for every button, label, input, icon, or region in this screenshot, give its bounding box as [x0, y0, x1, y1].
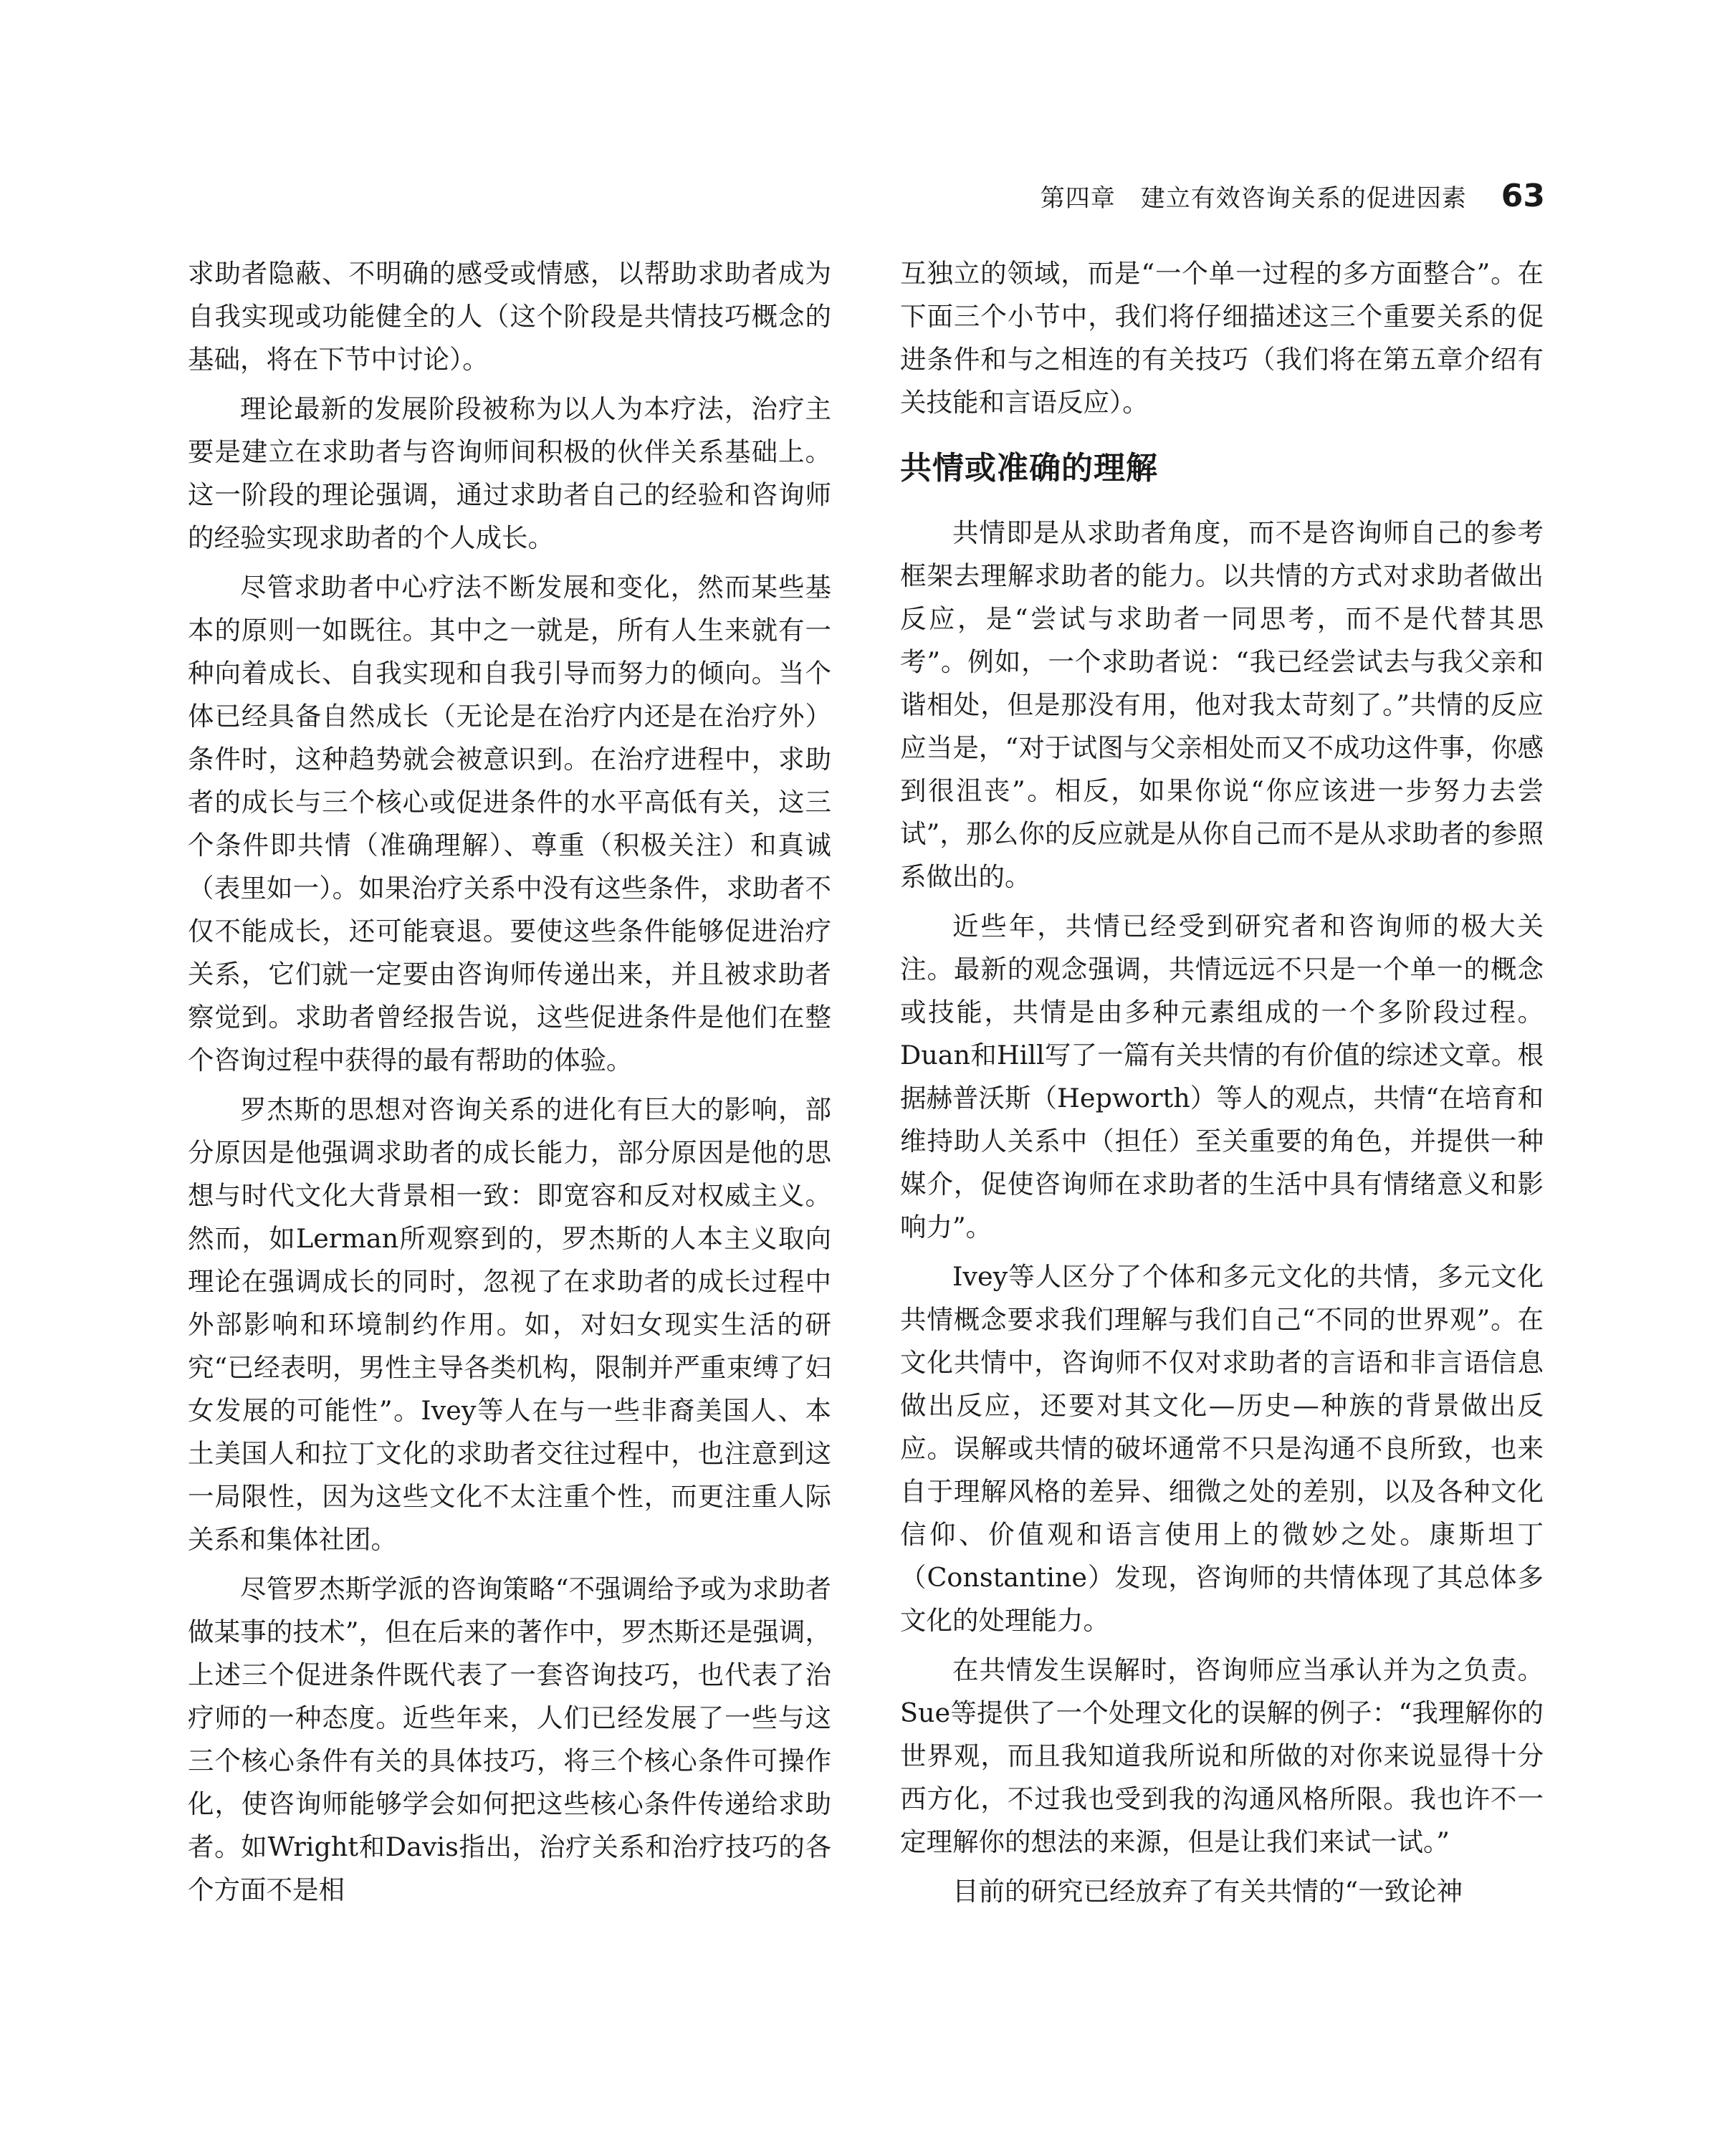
paragraph: 共情即是从求助者角度，而不是咨询师自己的参考框架去理解求助者的能力。以共情的方式对求助者做出反应，是“尝试与求助者一同思考，而不是代替其思考”。例如，一个求助者说：“我已经尝试去与我父亲和谐相处，但是那没有用，他对我太苛刻了。”共情的反应应当是，“对于试图与父亲相处而又不成功这件事，你感到很沮丧”。相反，如果你说“你应该进一步努力去尝试”，那么你的反应就是从你自己而不是从求助者的参照系做出的。 [900, 517, 1544, 892]
paragraph: 近些年，共情已经受到研究者和咨询师的极大关注。最新的观念强调，共情远远不只是一个单一的概念或技能，共情是由多种元素组成的一个多阶段过程。Duan和Hill写了一篇有关共情的有价值的综述文章。根据赫普沃斯（Hepworth）等人的观点，共情“在培育和维持助人关系中（担任）至关重要的角色，并提供一种媒介，促使咨询师在求助者的生活中具有情绪意义和影响力”。 [900, 911, 1544, 1242]
paragraph: 求助者隐蔽、不明确的感受或情感，以帮助求助者成为自我实现或功能健全的人（这个阶段是共情技巧概念的基础，将在下节中讨论）。 [188, 258, 831, 375]
page-header [1041, 178, 1545, 214]
page-number: 63 [1501, 178, 1545, 214]
paragraph: 理论最新的发展阶段被称为以人为本疗法，治疗主要是建立在求助者与咨询师间积极的伙伴关系基础上。这一阶段的理论强调，通过求助者自己的经验和咨询师的经验实现求助者的个人成长。 [188, 393, 831, 553]
paragraph: 目前的研究已经放弃了有关共情的“一致论神 [952, 1876, 1463, 1907]
paragraph: Ivey等人区分了个体和多元文化的共情，多元文化共情概念要求我们理解与我们自己“不同的世界观”。在文化共情中，咨询师不仅对求助者的言语和非言语信息做出反应，还要对其文化—历史—种族的背景做出反应。误解或共情的破坏通常不只是沟通不良所致，也来自于理解风格的差异、细微之处的差别，以及各种文化信仰、价值观和语言使用上的微妙之处。康斯坦丁（Constantine）发现，咨询师的共情体现了其总体多文化的处理能力。 [900, 1261, 1544, 1636]
running-title: 第四章 建立有效咨询关系的促进因素 [1040, 184, 1467, 213]
right-column [900, 252, 1544, 1920]
paragraph: 尽管求助者中心疗法不断发展和变化，然而某些基本的原则一如既往。其中之一就是，所有人生来就有一种向着成长、自我实现和自我引导而努力的倾向。当个体已经具备自然成长（无论是在治疗内还是在治疗外）条件时，这种趋势就会被意识到。在治疗进程中，求助者的成长与三个核心或促进条件的水平高低有关，这三个条件即共情（准确理解）、尊重（积极关注）和真诚（表里如一）。如果治疗关系中没有这些条件，求助者不仅不能成长，还可能衰退。要使这些条件能够促进治疗关系，它们就一定要由咨询师传递出来，并且被求助者察觉到。求助者曾经报告说，这些促进条件是他们在整个咨询过程中获得的最有帮助的体验。 [188, 572, 831, 1075]
paragraph: 尽管罗杰斯学派的咨询策略“不强调给予或为求助者做某事的技术”，但在后来的著作中，罗杰斯还是强调，上述三个促进条件既代表了一套咨询技巧，也代表了治疗师的一种态度。近些年来，人们已经发展了一些与这三个核心条件有关的具体技巧，将三个核心条件可操作化，使咨询师能够学会如何把这些核心条件传递给求助者。如Wright和Davis指出，治疗关系和治疗技巧的各个方面不是相 [188, 1573, 831, 1905]
paragraph: 在共情发生误解时，咨询师应当承认并为之负责。Sue等提供了一个处理文化的误解的例子：“我理解你的世界观，而且我知道我所说和所做的对你来说显得十分西方化，不过我也受到我的沟通风格所限。我也许不一定理解你的想法的来源，但是让我们来试一试。” [900, 1654, 1544, 1857]
paragraph: 罗杰斯的思想对咨询关系的进化有巨大的影响，部分原因是他强调求助者的成长能力，部分原因是他的思想与时代文化大背景相一致：即宽容和反对权威主义。然而，如Lerman所观察到的，罗杰斯的人本主义取向理论在强调成长的同时，忽视了在求助者的成长过程中外部影响和环境制约作用。如，对妇女现实生活的研究“已经表明，男性主导各类机构，限制并严重束缚了妇女发展的可能性”。Ivey等人在与一些非裔美国人、本土美国人和拉丁文化的求助者交往过程中，也注意到这一局限性，因为这些文化不太注重个性，而更注重人际关系和集体社团。 [188, 1094, 831, 1555]
left-column [188, 252, 831, 1918]
paragraph: 互独立的领域，而是“一个单一过程的多方面整合”。在下面三个小节中，我们将仔细描述这三个重要关系的促进条件和与之相连的有关技巧（我们将在第五章介绍有关技能和言语反应）。 [900, 258, 1544, 418]
section-heading: 共情或准确的理解 [900, 450, 1158, 487]
